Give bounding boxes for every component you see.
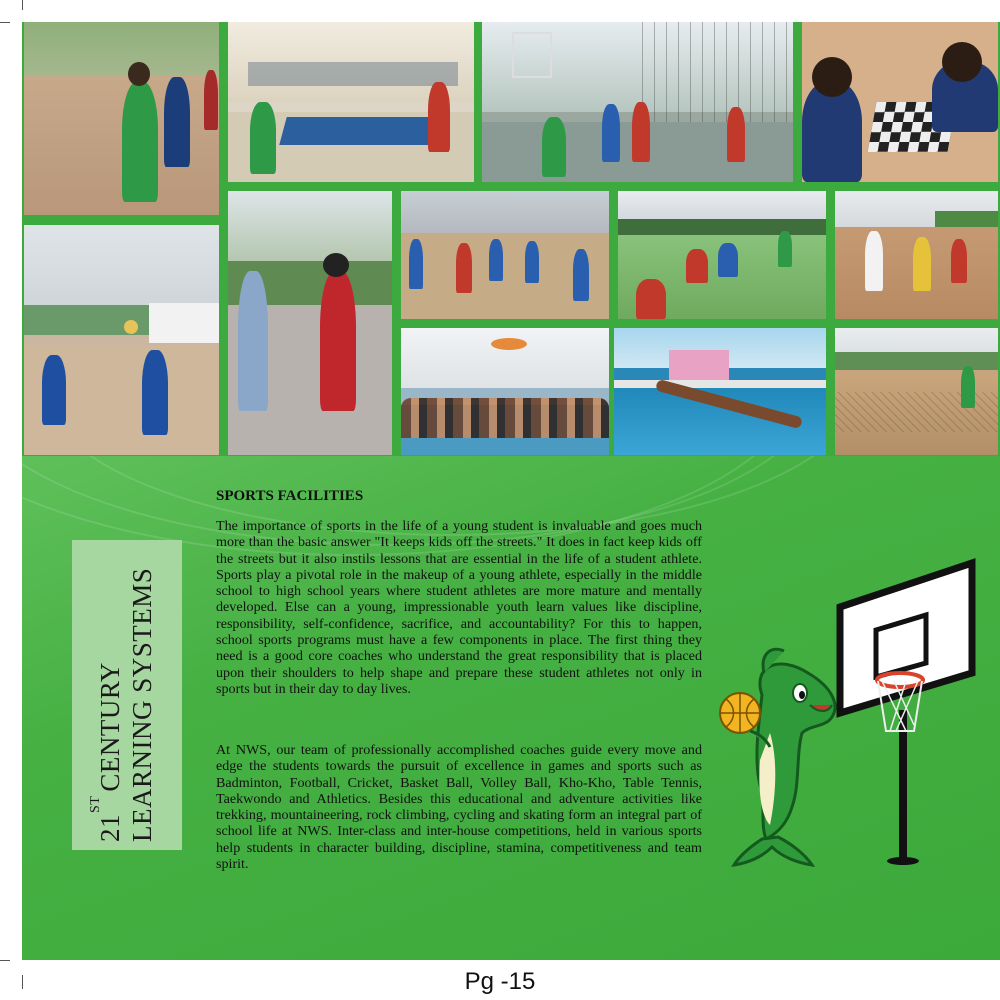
page-number: Pg -15 <box>464 968 536 995</box>
dolphin-mascot-basketball <box>700 555 990 885</box>
dolphin-icon <box>720 649 835 865</box>
crop-mark <box>22 0 23 10</box>
photo-swimming-group <box>401 328 609 455</box>
section-title-box <box>72 540 182 850</box>
photo-swimming-dive <box>614 328 826 455</box>
crop-mark <box>0 960 10 961</box>
photo-students-outdoor-field <box>24 22 219 215</box>
title-line-1 <box>88 540 127 842</box>
photo-outdoor-ground <box>835 328 998 455</box>
photo-skating <box>228 191 392 455</box>
photo-volleyball <box>24 225 219 455</box>
title-number: 21 <box>95 814 126 842</box>
title-line-2: LEARNING SYSTEMS <box>127 567 157 842</box>
basketball-hoop-icon <box>840 563 972 865</box>
photo-chess <box>802 22 998 182</box>
body-paragraph-1: The importance of sports in the life of a young student is invaluable and goes much more than the basic answer "It keeps kids off the streets." It does in fact keep kids off the streets but it also instils lessons that are essential in the life of a student athlete. Sports play a pivotal role in the makeup of a young athlete, especially in the middle school to high school years where student athletes are more mature and mentally developed. Else can a young, impressionable youth learn values like discipline, responsibility, self-confidence, sacrifice, and accountability? For this to happen, school sports programs must have a few components in place. The first thing they need is a good core coaches who understand the great responsibility that is placed upon their shoulders to help shape and prepare these student athletes not only in sports but in their day to day lives. <box>216 518 702 697</box>
title-word-century: CENTURY <box>95 662 126 792</box>
photo-basketball-court <box>482 22 793 182</box>
section-heading: SPORTS FACILITIES <box>216 488 364 504</box>
crop-mark <box>0 22 10 23</box>
vertical-title <box>72 540 182 850</box>
photo-running-race <box>835 191 998 319</box>
photo-kho-kho <box>618 191 826 319</box>
title-ordinal-suffix: ST <box>88 795 104 813</box>
photo-football <box>401 191 609 319</box>
photo-table-tennis <box>228 22 474 182</box>
body-paragraph-2: At NWS, our team of professionally accomplished coaches guide every move and edge the students towards the pursuit of excellence in games and sports such as Badminton, Football, Cricket, Basket Ball, Volley Ball, Kho-Kho, Table Tennis, Taekwondo and Athletics. Besides this educational and adventure activities like trekking, mountaineering, rock climbing, cycling and skating form an integral part of school life at NWS. Inter-class and inter-house competitions, held in various sports help students in character building, discipline, stamina, competitiveness and team spirit. <box>216 742 702 873</box>
